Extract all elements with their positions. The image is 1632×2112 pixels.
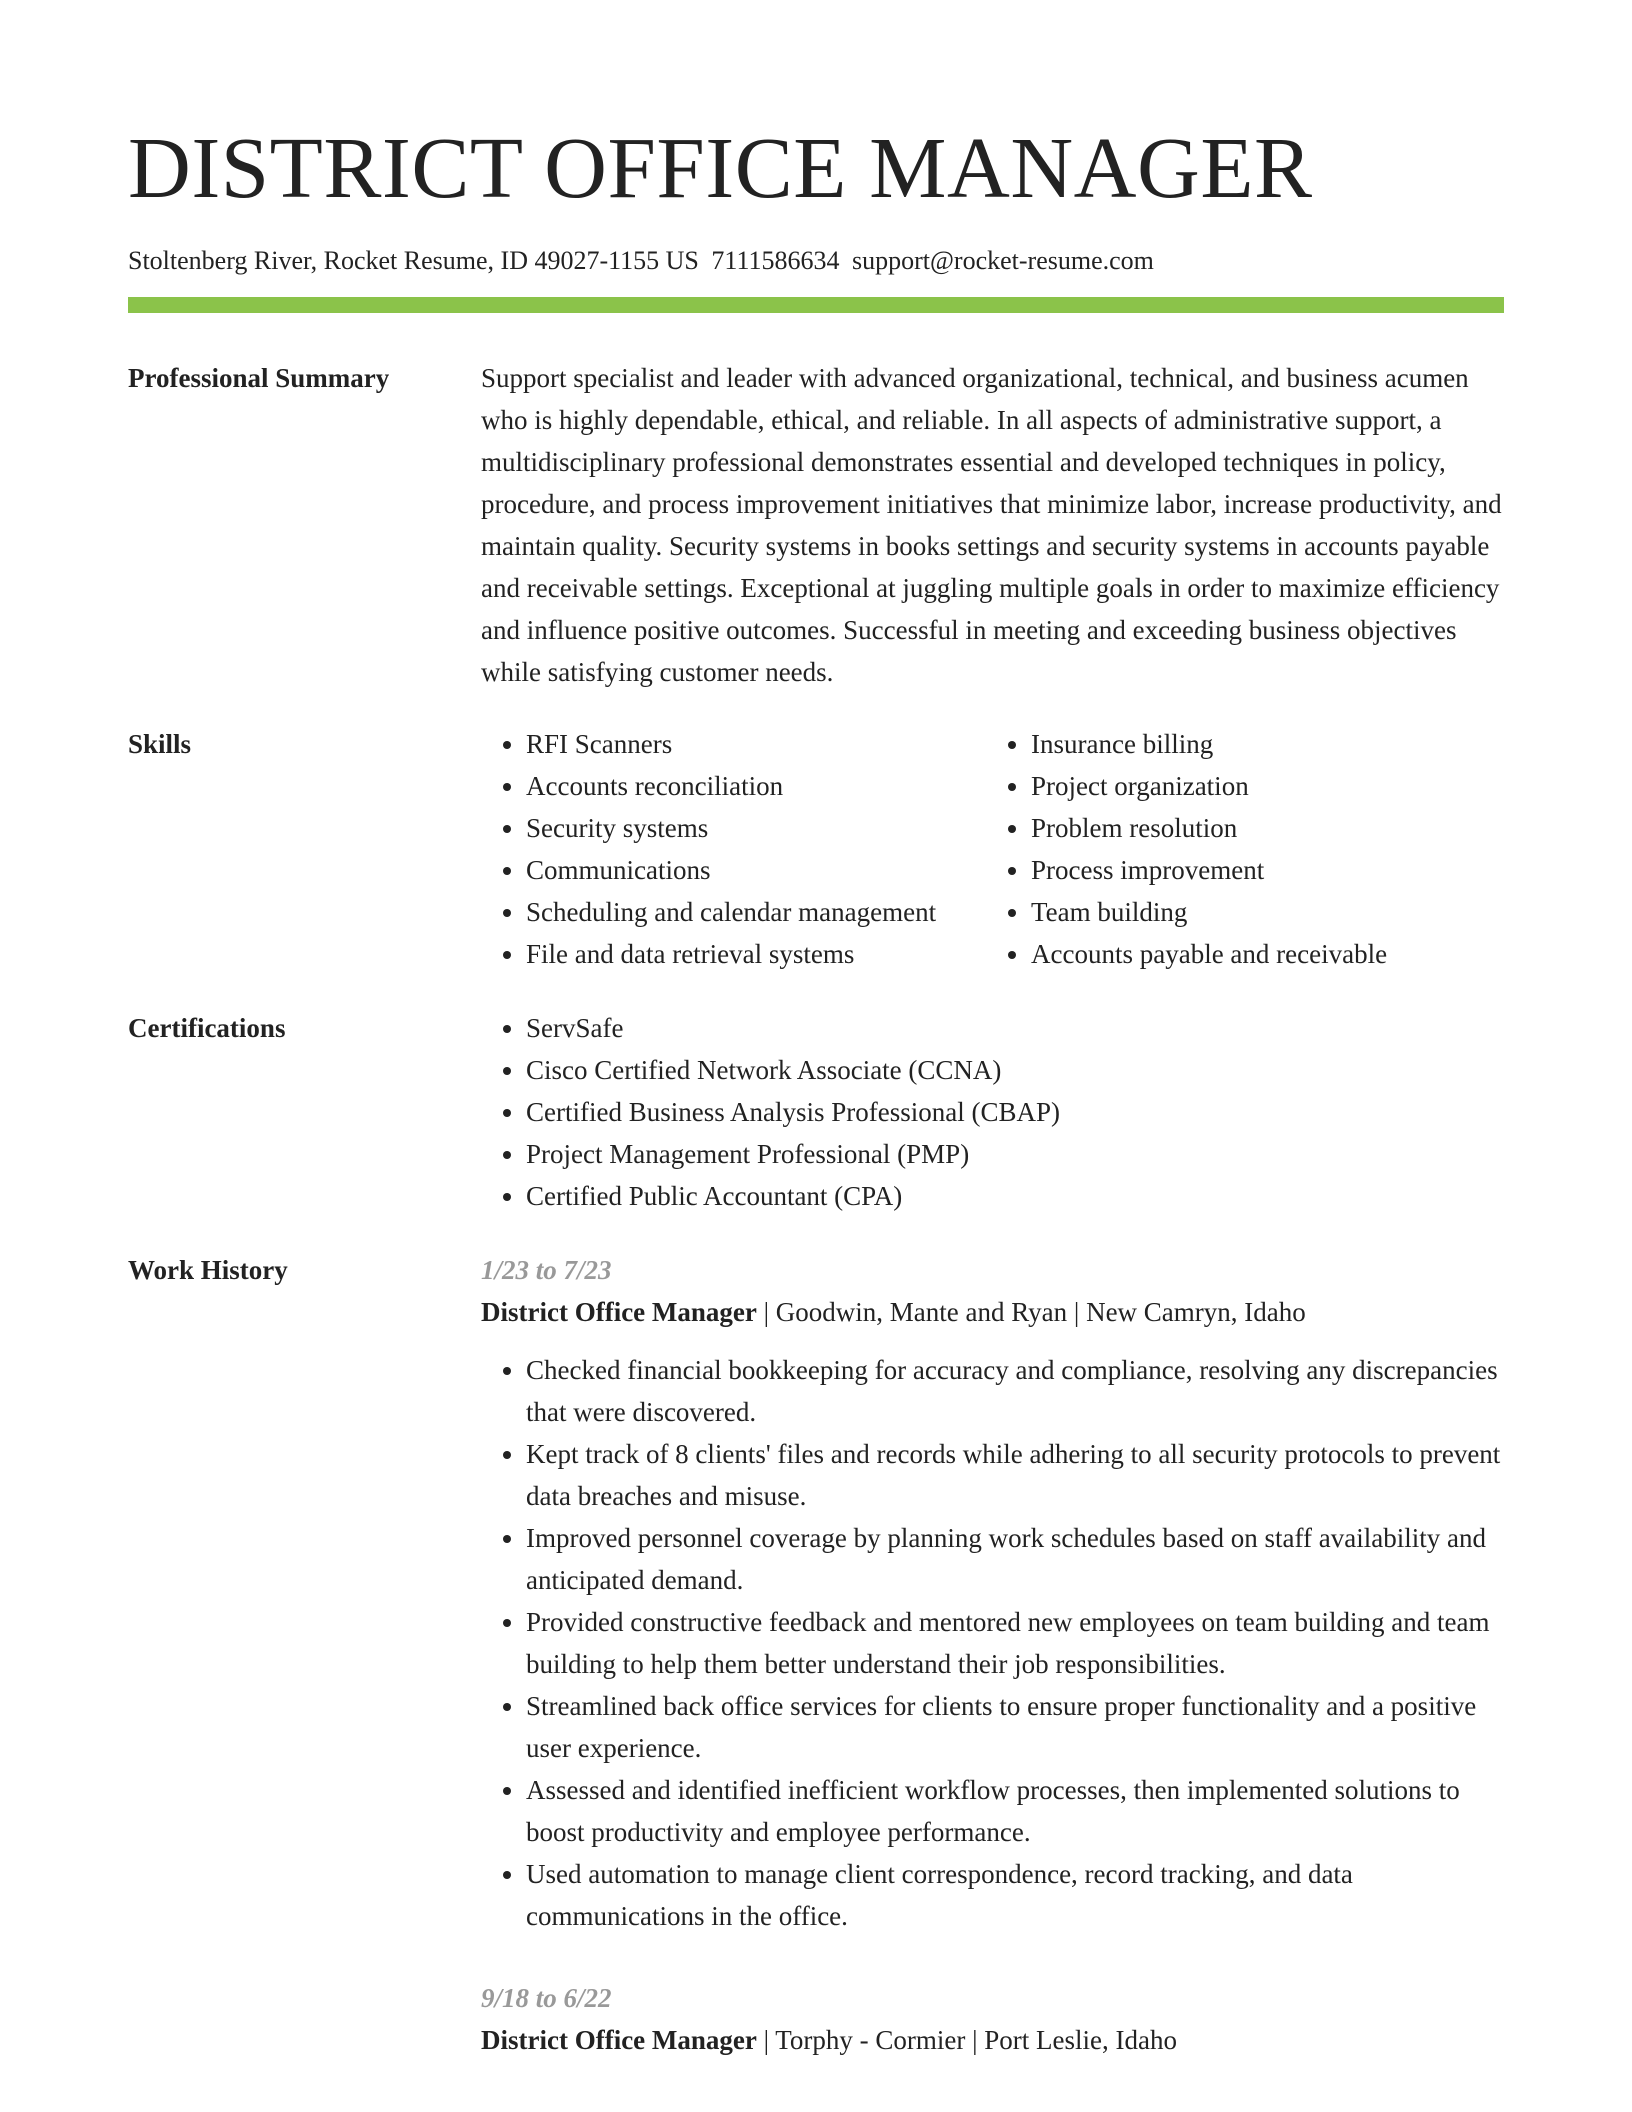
certification-item: • Cisco Certified Network Associate (CCNA) [526,1049,1504,1091]
section-heading-skills: Skills [128,729,192,760]
job-bullet: • Improved personnel coverage by planning work schedules based on staff availability and anticipated demand. [526,1517,1504,1601]
skill-item: • Accounts reconciliation [526,765,986,807]
job-bullet: • Checked financial bookkeeping for accuracy and compliance, resolving any discrepancies that were discovered. [526,1349,1504,1433]
skills-body [481,723,1504,975]
skill-item: • Accounts payable and receivable [1031,933,1387,975]
job-heading [481,1291,1504,1333]
job-bullet: • Streamlined back office services for clients to ensure proper functionality and a positive user experience. [526,1685,1504,1769]
skill-item: • Team building [1031,891,1387,933]
summary-section [128,357,1504,693]
skills-column-2 [986,723,1387,975]
job-bullet: • Kept track of 8 clients' files and records while adhering to all security protocols to prevent data breaches and misuse. [526,1433,1504,1517]
contact-email: support@rocket-resume.com [851,246,1154,275]
certification-item: • ServSafe [526,1007,1504,1049]
job-bullet: • Used automation to manage client correspondence, record tracking, and data communications in the office. [526,1853,1504,1937]
job-dates: 9/18 to 6/22 [481,1983,612,2014]
work-history-section [128,1249,1504,2061]
job-dates: 1/23 to 7/23 [481,1255,612,1286]
skills-section [128,723,1504,975]
skill-item: • Project organization [1031,765,1387,807]
skill-item: • File and data retrieval systems [526,933,986,975]
job-role: District Office Manager [481,1297,757,1328]
skill-item: • Security systems [526,807,986,849]
contact-address: Stoltenberg River, Rocket Resume, ID 49027-1155 US [128,246,699,275]
job-role: District Office Manager [481,2025,757,2056]
work-history-body [481,1249,1504,2061]
accent-divider [128,297,1504,313]
section-heading-summary: Professional Summary [128,363,390,394]
job-company-location: | Goodwin, Mante and Ryan | New Camryn, Idaho [756,1297,1306,1328]
skill-item: • Scheduling and calendar management [526,891,986,933]
summary-text: Support specialist and leader with advanced organizational, technical, and business acumen who is highly dependable, ethical, and reliable. In all aspects of administrative support, a multidisciplinary professional demonstrates essential and developed techniques in policy, procedure, and process improvement initiatives that minimize labor, increase productivity, and maintain quality. Security systems in books settings and security systems in accounts payable and receivable settings. Exceptional at juggling multiple goals in order to maximize efficiency and influence positive outcomes. Successful in meeting and exceeding business objectives while satisfying customer needs. [481,363,1502,688]
section-heading-work-history: Work History [128,1255,288,1286]
certification-item: • Certified Public Accountant (CPA) [526,1175,1504,1217]
certifications-section [128,1007,1504,1217]
contact-phone: 7111586634 [711,246,840,275]
job-bullet: • Provided constructive feedback and mentored new employees on team building and team building to help them better understand their job responsibilities. [526,1601,1504,1685]
skill-item: • Communications [526,849,986,891]
skill-item: • Problem resolution [1031,807,1387,849]
certification-item: • Project Management Professional (PMP) [526,1133,1504,1175]
job-bullet: • Assessed and identified inefficient workflow processes, then implemented solutions to boost productivity and employee performance. [526,1769,1504,1853]
section-heading-certifications: Certifications [128,1013,286,1044]
contact-line [128,245,1504,276]
skill-item: • RFI Scanners [526,723,986,765]
certification-item: • Certified Business Analysis Professional (CBAP) [526,1091,1504,1133]
job-entry [481,1977,1504,2061]
job-company-location: | Torphy - Cormier | Port Leslie, Idaho [756,2025,1177,2056]
job-heading [481,2019,1504,2061]
skills-column-1 [481,723,986,975]
job-entry [481,1249,1504,1937]
candidate-title: DISTRICT OFFICE MANAGER [128,119,1313,216]
job-responsibilities [481,1349,1504,1937]
skill-item: • Insurance billing [1031,723,1387,765]
skill-item: • Process improvement [1031,849,1387,891]
summary-body [481,357,1504,693]
certifications-list [481,1007,1504,1217]
certifications-body [481,1007,1504,1217]
